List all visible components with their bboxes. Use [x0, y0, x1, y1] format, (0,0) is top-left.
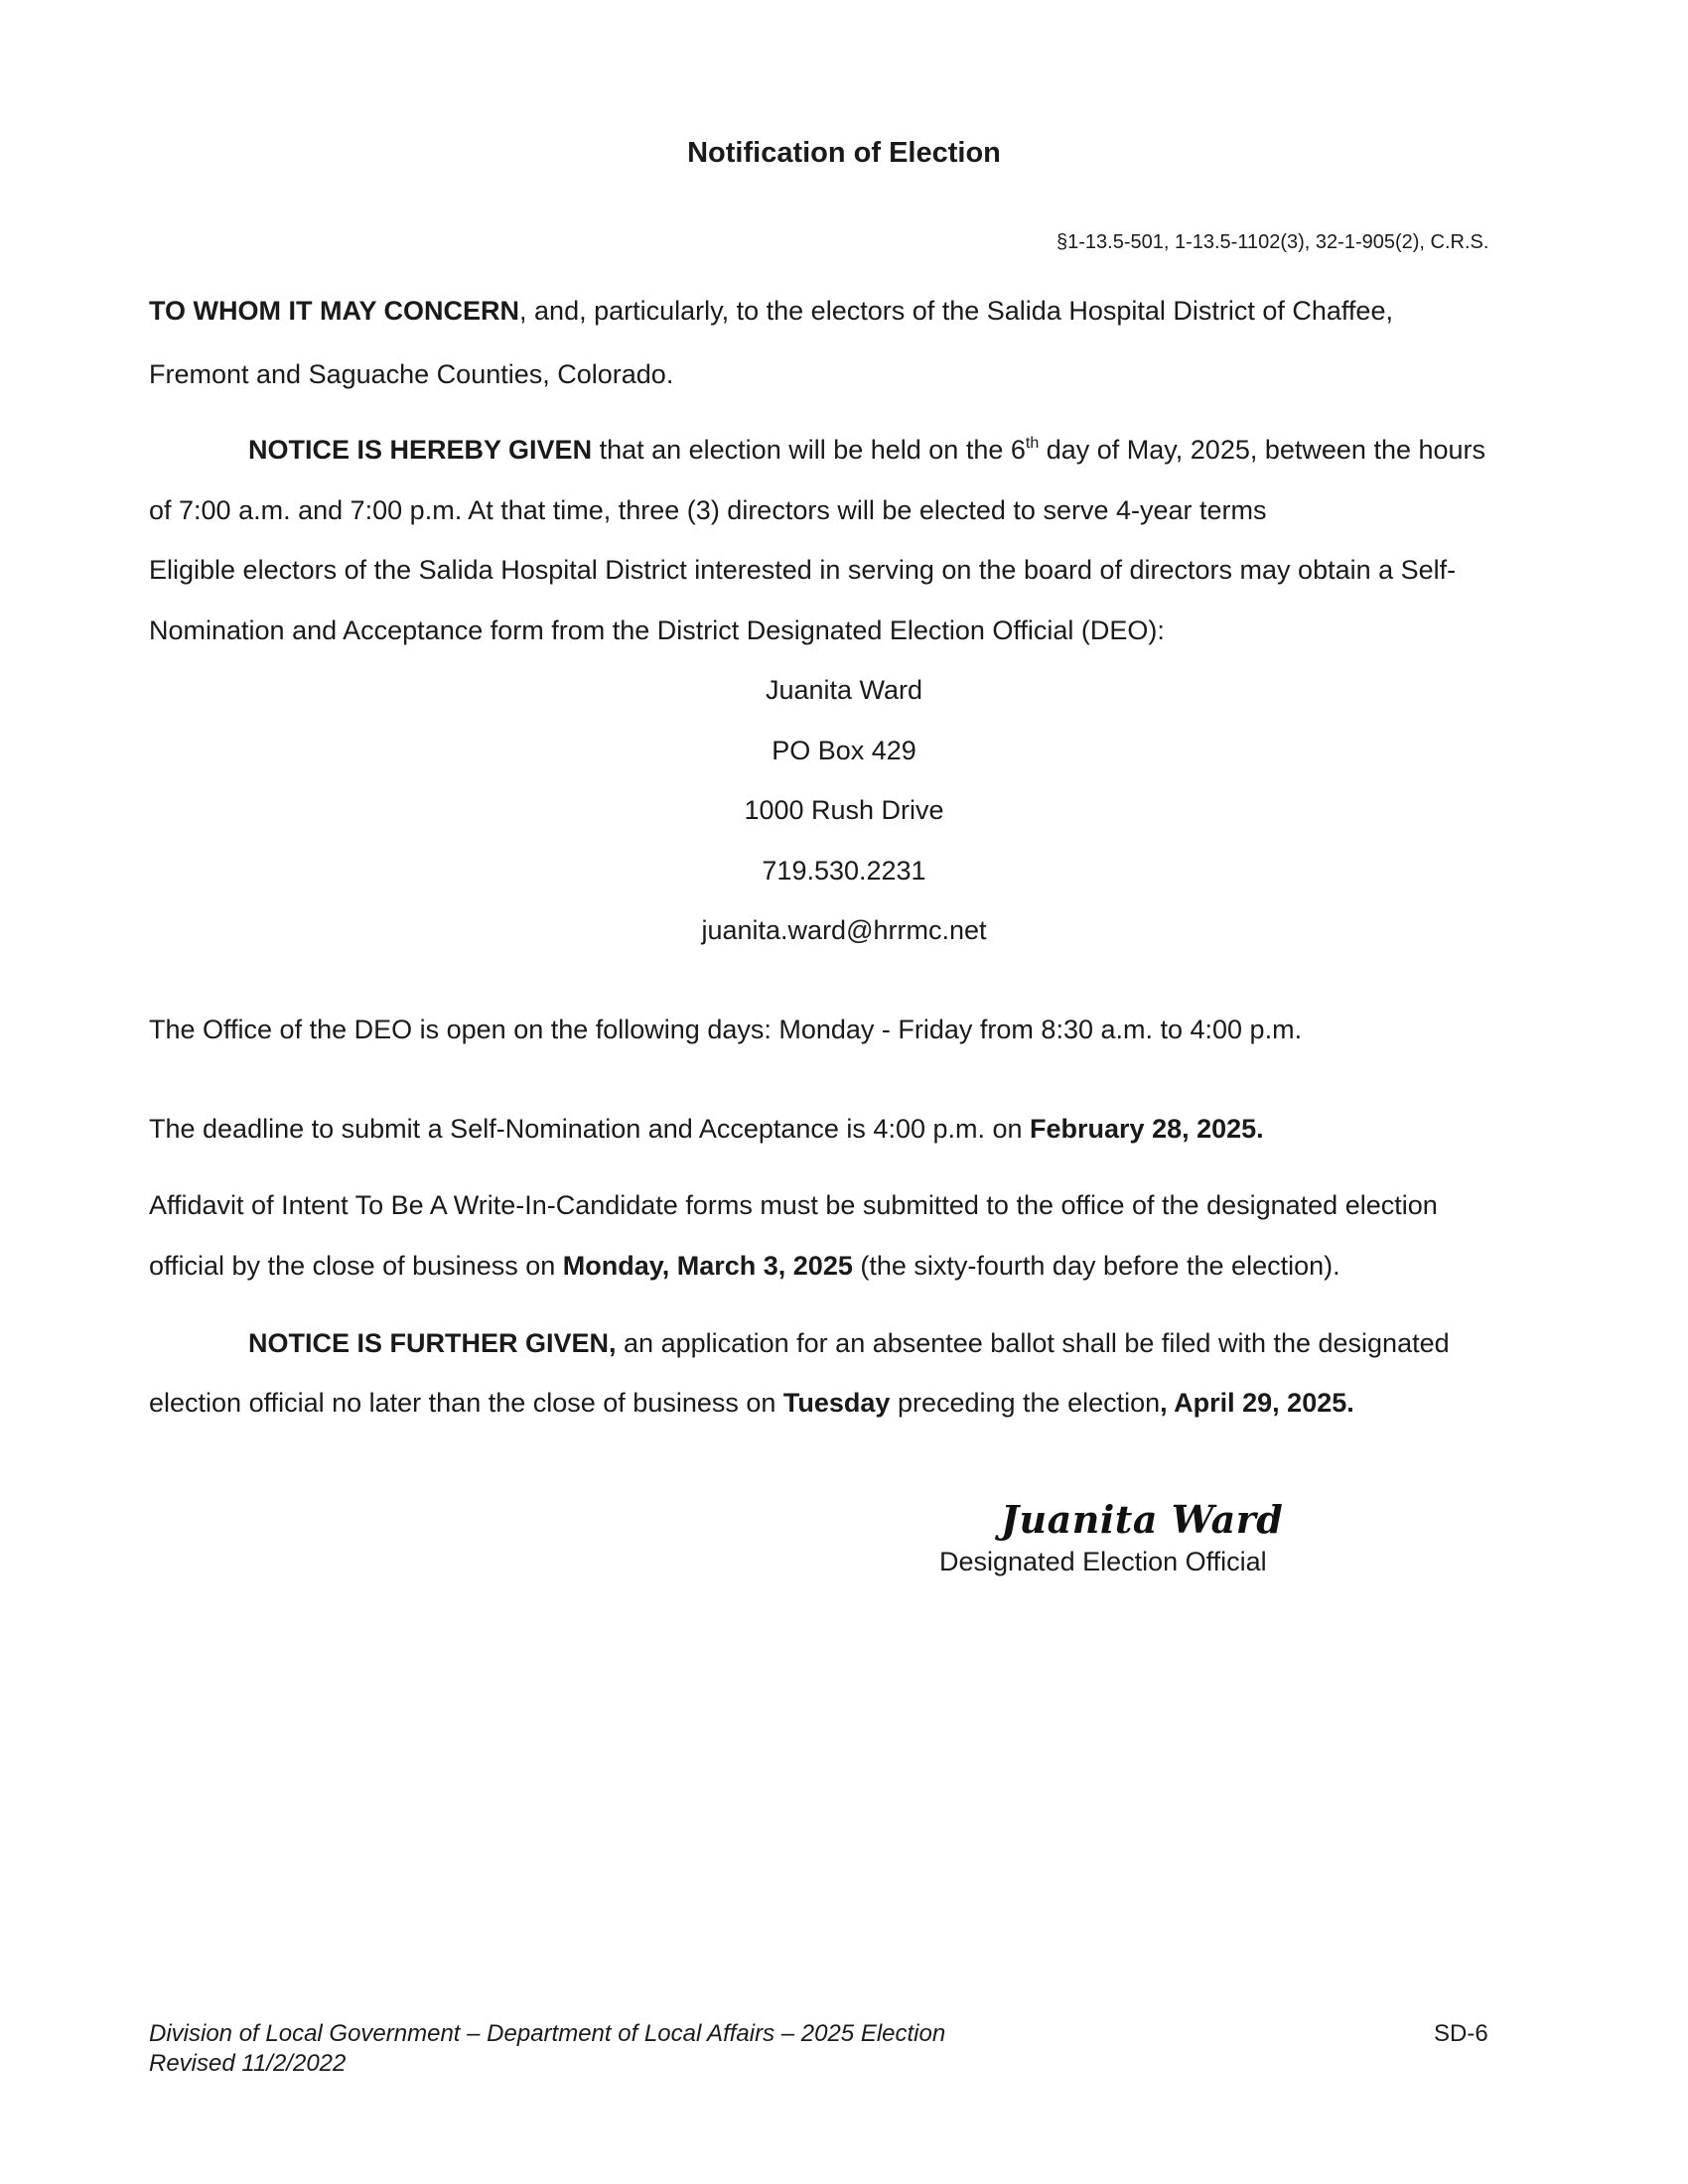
- ordinal-suffix: th: [1025, 435, 1040, 452]
- handwritten-signature: Juanita Ward: [1001, 1497, 1284, 1542]
- intro-text: , and, particularly, to the electors of the Salida Hospital District of Chaffee,: [519, 296, 1393, 326]
- form-code: SD-6: [1434, 2020, 1488, 2047]
- contact-phone: 719.530.2231: [762, 856, 926, 886]
- affidavit-date: Monday, March 3, 2025: [562, 1251, 853, 1281]
- contact-street: 1000 Rush Drive: [744, 795, 944, 825]
- contact-name: Juanita Ward: [765, 675, 923, 705]
- further-text: an application for an absentee ballot shall be filed with the designated: [616, 1328, 1450, 1358]
- further-line-2: [149, 1387, 1354, 1419]
- further-text-b: preceding the election: [890, 1388, 1161, 1418]
- affidavit-text-a: official by the close of business on: [149, 1251, 563, 1281]
- footer-line-2: Revised 11/2/2022: [149, 2050, 347, 2077]
- intro-line-1: [149, 295, 1393, 327]
- further-heading: NOTICE IS FURTHER GIVEN,: [248, 1328, 617, 1358]
- further-date: , April 29, 2025.: [1160, 1388, 1354, 1418]
- signature-role: Designated Election Official: [939, 1547, 1267, 1576]
- deadline-line: [149, 1113, 1264, 1145]
- page-title: Notification of Election: [687, 137, 1001, 169]
- affidavit-line-1: Affidavit of Intent To Be A Write-In-Candidate forms must be submitted to the office of the designated election: [149, 1190, 1438, 1220]
- contact-email: juanita.ward@hrrmc.net: [701, 915, 987, 945]
- notice-text-b: day of May, 2025, between the hours: [1039, 435, 1486, 465]
- footer-line-1: Division of Local Government – Department of Local Affairs – 2025 Election: [149, 2020, 946, 2047]
- further-text-a: election official no later than the close of business on: [149, 1388, 783, 1418]
- affidavit-line-2: [149, 1250, 1340, 1282]
- further-day: Tuesday: [782, 1388, 891, 1418]
- notice-text-a: that an election will be held on the 6: [592, 435, 1026, 465]
- further-line-1: [248, 1327, 1450, 1359]
- deadline-date: February 28, 2025.: [1030, 1114, 1264, 1144]
- office-hours: The Office of the DEO is open on the following days: Monday - Friday from 8:30 a.m. to 4:00 p.m.: [149, 1015, 1303, 1044]
- intro-line-2: Fremont and Saguache Counties, Colorado.: [149, 359, 674, 389]
- notice-heading: NOTICE IS HEREBY GIVEN: [248, 435, 593, 465]
- statute-reference: §1-13.5-501, 1-13.5-1102(3), 32-1-905(2), C.R.S.: [1056, 231, 1489, 253]
- deadline-text: The deadline to submit a Self-Nomination and Acceptance is 4:00 p.m. on: [149, 1114, 1031, 1144]
- affidavit-text-b: (the sixty-fourth day before the election).: [852, 1251, 1340, 1281]
- notice-line-2: of 7:00 a.m. and 7:00 p.m. At that time, three (3) directors will be elected to serve 4-year terms: [149, 495, 1267, 525]
- contact-po-box: PO Box 429: [772, 736, 916, 765]
- notice-line-1: [248, 434, 1485, 466]
- notice-line-4: Nomination and Acceptance form from the District Designated Election Official (DEO):: [149, 615, 1165, 645]
- notice-line-3: Eligible electors of the Salida Hospital District interested in serving on the board of directors may obtain a Self-: [149, 555, 1457, 585]
- intro-heading: TO WHOM IT MAY CONCERN: [149, 296, 520, 326]
